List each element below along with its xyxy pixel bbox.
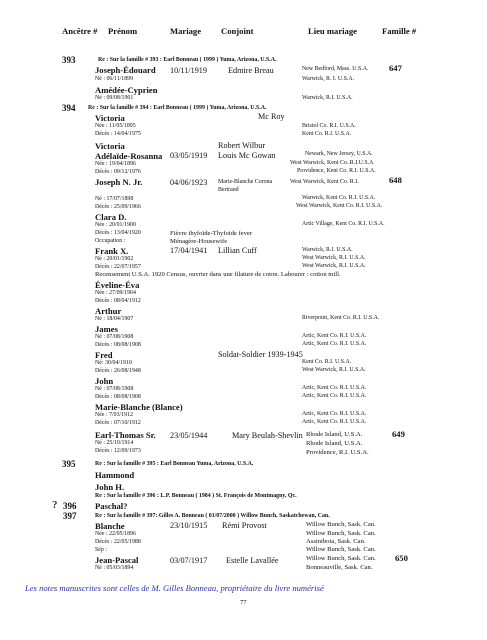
death-place: West Warwick, R.I. U.S.A. [302,367,366,373]
census-note: Recensement U.S.A. 1920 Census, ouvrier dans une filature de coton. Labourer : cotton mill. [95,271,341,278]
birth-date: Né : 05/03/1894 [95,565,134,571]
marriage-date: 03/05/1919 [170,151,208,160]
person-name: Victoria [95,141,125,151]
family-number: 648 [389,175,402,185]
marriage-place: Rhode Island, U.S.A. [306,431,363,438]
family-number: 649 [392,429,405,439]
person-name: Arthur [95,306,122,316]
page-number: 77 [240,599,247,606]
person-name: Clara D. [95,212,127,222]
spouse-name-continued: Bertrand [218,187,239,193]
death-date: Décès : 25/09/1966 [95,204,141,210]
spouse-name: Lillian Cuff [218,246,257,255]
marriage-date: 17/04/1941 [170,246,208,255]
person-name: Marie-Blanche (Blance) [95,402,183,412]
death-place: Providence, Kent Co. R.I. U.S.A. [297,168,376,174]
header-mariage: Mariage [170,26,202,36]
birth-place: Warwick, R. I. U.S.A. [302,76,355,82]
spouse-name: Mc Roy [258,112,285,121]
birth-date: Née : 27/09/1904 [95,290,136,296]
record-reference: Re : Sur la famille # 393 : Earl Bonneau ( 1999 ) Yuma, Arizona, U.S.A. [98,57,277,63]
birth-place: Warwick, R.I. U.S.A. [302,95,353,101]
death-date: Décès : 26/08/1948 [95,368,141,374]
birth-place: Artic, Kent Co. R.I. U.S.A. [302,333,367,339]
marriage-date: 23/05/1944 [170,431,208,440]
person-name: John H. [95,482,125,492]
death-date: Décès : 22/07/1957 [95,264,141,270]
death-place: Artic, Kent Co. R.I. U.S.A. [302,393,367,399]
birth-place: West Warwick, Kent Co..R.I.U.S.A [290,160,374,166]
footer-note: Les notes manuscrites sont celles de M. Gilles Bonneau, propriétaire du livre numérisé [25,583,324,593]
death-date: Décès : 08/04/1912 [95,298,141,304]
header-ancetre: Ancêtre # [62,26,98,36]
death-date: Décès : 09/12/1976 [95,169,141,175]
death-date: Décès : 12/09/1973 [95,448,141,454]
spouse-name: Robert Wilbur [218,141,266,150]
birth-place: Warwick, Kent Co. R.I. U.S.A. [302,195,376,201]
spouse-name: Estelle Lavallée [226,556,279,565]
death-date: Décès : 22/05/1988 [95,539,141,545]
birth-date: Né : 18/04/1907 [95,316,134,322]
birth-place: Bonneauville, Sask. Can. [306,564,373,571]
record-number: 397 [63,511,77,521]
birth-date: Née : 11/05/1895 [95,123,136,129]
person-name: Frank X. [95,246,129,256]
birth-date: Né : 06/11/1899 [95,76,134,82]
person-name: Éveline-Éva [95,280,140,290]
person-name: Earl-Thomas Sr. [95,430,156,440]
birth-place: West Warwick, R.I. U.S.A. [302,255,366,261]
death-place: Assiniboia, Sask. Can. [306,538,366,545]
birth-date: Née : 19/04/1896 [95,161,136,167]
marriage-place: New Bedford, Mass. U.S.A. [302,66,369,72]
spouse-name: Marie-Blanche Corona [218,179,273,185]
death-date: Décès : 08/08/1908 [95,342,141,348]
birth-date: Né : 17/07/1898 [95,196,134,202]
person-name: Jean-Pascal [95,555,139,565]
birth-date: Né : 25/10/1914 [95,440,134,446]
burial-label: Sép : [95,547,107,553]
birth-place: Artic, Kent Co. R.I. U.S.A. [302,385,367,391]
record-number: 396 [63,501,77,511]
record-number: 394 [62,103,76,113]
person-name: James [95,324,118,334]
family-number: 650 [395,553,408,563]
person-name: Blanche [95,521,125,531]
record-number: 393 [62,55,76,65]
person-name: John [95,376,114,386]
header-prenom: Prénom [108,26,138,36]
marriage-place: Willow Bunch, Sask. Can. [306,555,376,562]
occupation-label: Occupation : [95,238,126,244]
record-number: 395 [62,459,76,469]
header-famille: Famille # [382,26,417,36]
death-cause: Fièvre thyfoïde-Thyfoide fever [170,230,253,237]
birth-place: Bristol Co. R.I. U.S.A. [302,123,356,129]
death-place: Kent Co. R.I. U.S.A. [302,131,352,137]
birth-place: Artic Village, Kent Co. R.I. U.S.A. [302,221,385,227]
birth-date: Née : 20/01/1900 [95,222,136,228]
marriage-place: Newark, New Jersey, U.S.A. [305,151,373,157]
family-number: 647 [389,63,402,73]
birth-date: Né : 07/08/1908 [95,386,134,392]
birth-date: Né : 07/08/1908 [95,334,134,340]
person-name: Fred [95,350,113,360]
person-name: Amédée-Cyprien [95,85,158,95]
death-date: Décès : 07/10/1912 [95,420,141,426]
birth-place: Kent Co. R.I. U.S.A. [302,359,352,365]
record-reference: Re : Sur la famille # 394 : Earl Bonneau ( 1999 ) Yuma, Arizona, U.S.A. [88,105,267,111]
death-place: West Warwick, Kent Co. R.I. U.S.A. [296,203,383,209]
spouse-name: Mary Beulah-Shevlin [232,431,303,440]
death-place: Artic, Kent Co. R.I. U.S.A. [302,419,367,425]
birth-place: Willow Bunch, Sask. Can. [306,530,376,537]
birth-date: Né : 20/01/1902 [95,256,134,262]
marriage-place: Willow Bunch, Sask. Can. [306,521,376,528]
person-name: Paschal? [95,501,128,511]
birth-place: Rhode Island, U.S.A. [306,440,363,447]
marriage-place: West Warwick, Kent Co. R.I. [290,179,359,185]
person-name: Hammond [95,470,135,480]
header-conjoint: Conjoint [221,26,254,36]
spouse-name: Louis Mc Gowan [218,151,276,160]
birth-date: Né : 09/08/1901 [95,95,134,101]
death-date: Décès : 14/04/1975 [95,131,141,137]
death-place: West Warwick, R.I. U.S.A. [302,263,366,269]
record-reference: Re : Sur la famille # 396 : L.P. Bonneau ( 1984 ) St. François de Montmagny, Qc. [95,493,297,499]
marriage-date: 03/07/1917 [170,556,208,565]
person-name: Joseph-Édouard [95,65,156,75]
person-name: Joseph N. Jr. [95,177,143,187]
death-place: Providence, R.I. U.S.A. [306,449,369,456]
birth-date: Né: 30/04/1910 [95,360,132,366]
death-date: Décès : 13/04/1920 [95,230,141,236]
marriage-date: 04/06/1923 [170,178,208,187]
death-date: Décès : 08/08/1908 [95,394,141,400]
person-name: Victoria [95,113,125,123]
military-note: Soldat-Soldier 1939-1945 [218,350,303,359]
birth-place: Artic, Kent Co. R.I. U.S.A. [302,411,367,417]
birth-date: Née : 22/05/1896 [95,531,136,537]
header-lieu: Lieu mariage [308,26,357,36]
birth-place: Riverpoint, Kent Co. R.I. U.S.A. [302,315,380,321]
person-name: Adélaïde-Rosanna [95,151,163,161]
death-place: Artic, Kent Co. R.I. U.S.A. [302,341,367,347]
spouse-name: Edmire Breau [228,66,274,75]
marriage-date: 10/11/1919 [170,66,207,75]
marriage-place: Warwick, R.I. U.S.A. [302,247,353,253]
burial-place: Willow Bunch, Sask. Can. [306,546,376,553]
marriage-date: 23/10/1915 [170,521,208,530]
spouse-name: Rémi Provost [222,521,267,530]
occupation-value: Ménagère-Housewife [170,238,228,245]
record-reference: Re : Sur la famille # 395 : Earl Bonneau Yuma, Arizona, U.S.A. [95,461,254,467]
birth-date: Née : 7/03/1912 [95,412,133,418]
handwritten-question-mark: ? [52,499,58,511]
record-reference: Re : Sur la famille # 397: Gilles A. Bonneau ( 01/07/2000 ) Willow Bunch, Saskatchewan, Can. [95,513,330,519]
